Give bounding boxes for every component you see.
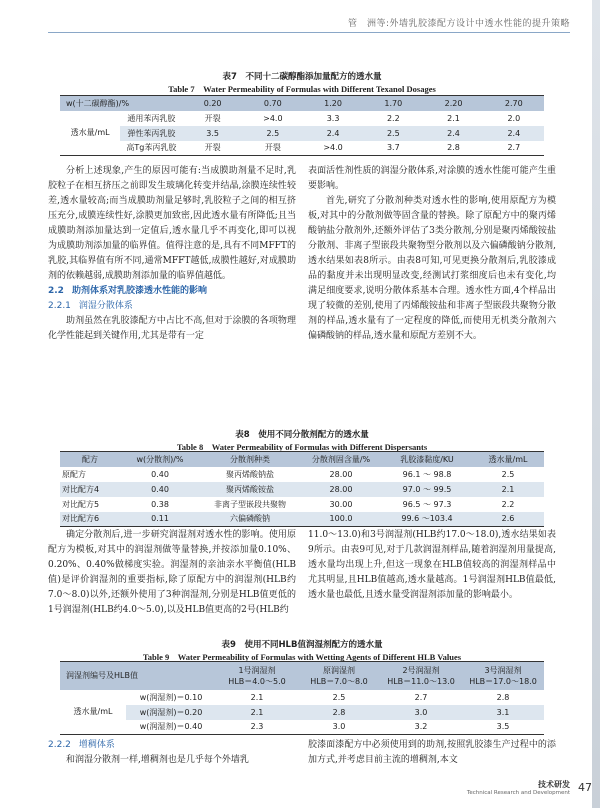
table8 [60, 451, 544, 527]
table-cell: 开裂 [204, 143, 221, 153]
table-cell: 原配方 [62, 469, 86, 479]
table-cell: 2.7 [507, 143, 521, 153]
subsection-heading-2-2-1 [48, 299, 296, 314]
table-cell: 3.3 [326, 113, 340, 123]
table7-row-label: 弹性苯丙乳胶 [120, 126, 182, 141]
paragraph: 确定分散剂后,进一步研究润湿剂对透水性的影响。使用原配方为模板,对其中的润湿剂做等量替换,并按添加量0.10%、0.20%、0.40%做梯度实验。润湿剂的亲油亲水平衡值(HLB值)是评价润湿剂的重要指标,除了原配方中的润湿剂(HLB约7.0～8.0)以外,还额外使用了3种润湿剂,分别是HLB值更低的1号润湿剂(HLB约4.0～5.0),以及HLB值更高的2号(HLB约 [48, 530, 296, 615]
table7-row-label: 高Tg苯丙乳胶 [126, 143, 177, 153]
table-cell: 对比配方6 [62, 514, 100, 524]
right-column-3 [308, 738, 556, 772]
table-cell: 3.0 [332, 722, 346, 732]
table-cell: 3.5 [182, 126, 242, 141]
table9-corner-label: 润湿剂编号及HLB值 [66, 671, 138, 681]
page-number: 47 [578, 781, 592, 794]
table9-row-label: w(润湿剂)＝0.10 [139, 692, 203, 702]
table-row [60, 111, 544, 126]
table9-row-label: w(润湿剂)＝0.40 [139, 722, 203, 732]
page-edge-band [592, 0, 600, 808]
table7-row-label: 通用苯丙乳胶 [127, 113, 176, 123]
table-cell: 2.5 [363, 126, 423, 141]
table-cell: 28.00 [329, 469, 353, 479]
table-cell: 2.6 [501, 514, 515, 524]
table7-header-cell: 1.20 [324, 98, 342, 108]
table-cell: 2.4 [303, 126, 363, 141]
table-cell: 0.38 [151, 499, 169, 509]
table-cell: 3.1 [462, 705, 544, 720]
table7-header-label: w(十二碳醇酯)/% [66, 98, 130, 108]
table-row [60, 497, 544, 512]
table-cell: >4.0 [323, 143, 343, 153]
table7-header-row [60, 96, 544, 111]
table-cell: >4.0 [263, 113, 283, 123]
table8-header-cell: 分散剂种类 [230, 454, 270, 464]
table9-row-label: w(润湿剂)＝0.20 [126, 705, 216, 720]
table-row [60, 126, 544, 141]
footer-section-en: Technical Research and Development [466, 790, 570, 796]
right-column-1 [308, 164, 556, 422]
table-cell: 30.00 [329, 499, 353, 509]
table-cell: 3.5 [496, 722, 510, 732]
table7-header-cell: 1.70 [384, 98, 403, 108]
table-cell: 3.2 [414, 722, 428, 732]
table9 [60, 661, 544, 735]
table7-header-cell: 0.70 [263, 98, 282, 108]
table-cell: 非离子型嵌段共聚物 [214, 499, 286, 509]
table-row [60, 467, 544, 482]
table-cell: 对比配方5 [62, 499, 100, 509]
table-cell: 2.4 [484, 126, 544, 141]
table8-caption-zh: 表8 使用不同分散剂配方的透水量 [235, 430, 369, 440]
table-row [60, 141, 544, 156]
table7-header-cell: 2.70 [504, 98, 523, 108]
page-footer [466, 779, 592, 796]
subsection-title: 增稠体系 [78, 740, 115, 750]
table-row [60, 705, 544, 720]
subsection-title: 润湿分散体系 [78, 301, 133, 311]
table-cell: 99.6 ～103.4 [401, 514, 453, 524]
section-title: 助剂体系对乳胶漆透水性能的影响 [71, 286, 207, 296]
table7-header-cell: 0.20 [203, 98, 222, 108]
table-cell: 28.00 [329, 484, 353, 494]
footer-section-zh: 技术研发 [538, 780, 570, 789]
table7 [60, 95, 544, 156]
table-cell: 96.5 ～ 97.3 [402, 499, 452, 509]
table-cell: 0.40 [151, 484, 169, 494]
table-cell: 2.3 [250, 722, 264, 732]
table7-header-cell: 2.20 [444, 98, 463, 108]
table-cell: 2.1 [250, 692, 264, 702]
table-cell: 对比配方4 [62, 484, 100, 494]
table8-caption [48, 428, 556, 453]
table7-caption-zh: 表7 不同十二碳醇酯添加量配方的透水量 [222, 72, 382, 82]
table-cell: 开裂 [264, 143, 281, 153]
left-column-2 [48, 528, 296, 636]
left-column-1 [48, 164, 296, 422]
paragraph: 胶漆面漆配方中必须使用到的助剂,按照乳胶漆生产过程中的添加方式,并考虑目前主流的增稠剂,本文 [308, 740, 556, 765]
paragraph: 首先,研究了分散剂种类对透水性的影响,使用原配方为模板,对其中的分散剂做等固含量的替换。除了原配方中的聚丙烯酸钠盐分散剂外,还额外评估了3类分散剂,分别是聚丙烯酸铵盐分散剂、非离子型嵌段共聚物型分散剂以及六偏磷酸钠分散剂,透水结果如表8所示。由表8可知,可见更换分散剂后,乳胶漆成品的黏度并未出现明显改变,经测试打浆细度后也未有变化,均满足细度要求,说明分散体系基本合理。透水性方面,4个样品出现了较微的差别,使用了丙烯酸铵盐和非离子型嵌段共聚物分散剂的样品,透水量有了一定程度的降低,而使用无机类分散剂六偏磷酸钠的样品,透水量和原配方差别不大。 [308, 196, 556, 341]
hlb-range: HLB＝7.0～8.0 [310, 676, 368, 686]
table7-caption [48, 70, 556, 95]
table-cell: 2.8 [447, 143, 460, 153]
left-column-3 [48, 738, 296, 772]
table7-caption-en: Table 7 Water Permeability of Formulas with Different Texanol Dosages [168, 84, 436, 94]
table-cell: 2.8 [298, 705, 380, 720]
table-cell: 2.5 [501, 469, 515, 479]
wetting-agent-name: 2号润湿剂 [402, 665, 440, 675]
table9-header-row [60, 662, 544, 690]
table-cell: 0.40 [151, 469, 169, 479]
subsection-heading-2-2-2 [48, 738, 296, 753]
table-row [60, 512, 544, 527]
hlb-range: HLB＝17.0～18.0 [469, 676, 537, 686]
table-cell: 100.0 [329, 514, 353, 524]
table-row [60, 720, 544, 735]
hlb-range: HLB＝11.0～13.0 [387, 676, 455, 686]
table-cell: 开裂 [204, 113, 221, 123]
table7-row-group-label: 透水量/mL [70, 128, 110, 138]
header-rule [48, 32, 570, 33]
table-cell: 2.4 [423, 126, 483, 141]
table-cell: 96.1 ～ 98.8 [402, 469, 452, 479]
table9-caption [48, 638, 556, 663]
section-number: 2.2 [48, 286, 64, 296]
wetting-agent-name: 原润湿剂 [323, 665, 355, 675]
paragraph: 和润湿分散剂一样,增稠剂也是几乎每个外墙乳 [66, 755, 249, 765]
table9-col-head [216, 662, 298, 690]
subsection-number: 2.2.1 [48, 301, 71, 311]
table8-header-cell: 乳胶漆黏度/KU [400, 454, 454, 464]
paragraph: 表面活性剂性质的润湿分散体系,对涂膜的透水性能可能产生重要影响。 [308, 166, 556, 191]
table9-caption-zh: 表9 使用不同HLB值润湿剂配方的透水量 [221, 640, 383, 650]
subsection-number: 2.2.2 [48, 740, 71, 750]
table9-col-head [298, 662, 380, 690]
table-cell: 2.1 [447, 113, 460, 123]
wetting-agent-name: 3号润湿剂 [484, 665, 522, 675]
table-row [60, 690, 544, 705]
table-cell: 2.8 [496, 692, 510, 702]
paragraph: 助剂虽然在乳胶漆配方中占比不高,但对于涂膜的各项物理化学性能起到关键作用,尤其是带有一定 [48, 316, 296, 341]
table9-caption-en: Table 9 Water Permeability of Formulas with Wetting Agents of Different HLB Values [142, 652, 462, 662]
table8-header-cell: 配方 [82, 454, 98, 464]
running-head: 管 洲等:外墙乳胶漆配方设计中透水性能的提升策略 [347, 19, 570, 29]
table-cell: 3.7 [386, 143, 400, 153]
table-cell: 2.7 [414, 692, 428, 702]
table-cell: 3.0 [380, 705, 462, 720]
right-column-2 [308, 528, 556, 636]
table8-header-cell: 透水量/mL [488, 454, 528, 464]
table-cell: 2.2 [386, 113, 400, 123]
table8-header-cell: 分散剂固含量/% [311, 454, 371, 464]
wetting-agent-name: 1号润湿剂 [238, 665, 276, 675]
table-cell: 2.2 [501, 499, 515, 509]
table-cell: 2.0 [507, 113, 521, 123]
table9-col-head [380, 662, 462, 690]
table-row [60, 482, 544, 497]
table-cell: 2.1 [216, 705, 298, 720]
paragraph: 11.0～13.0)和3号润湿剂(HLB约17.0～18.0),透水结果如表9所示。由表9可见,对于几款润湿剂样品,随着润湿剂用量提高,透水量均出现上升,但这一现象在HLB值较高的润湿剂样品中尤其明显,且HLB值越高,透水量越高。1号润湿剂HLB值最低,透水量也最低,且透水量受润湿剂添加量的影响最小。 [308, 530, 556, 600]
table-cell: 2.1 [501, 484, 515, 494]
table8-caption-en: Table 8 Water Permeability of Formulas with Different Dispersants [176, 442, 428, 452]
hlb-range: HLB＝4.0～5.0 [228, 676, 286, 686]
table-cell: 2.5 [332, 692, 346, 702]
table9-col-head [462, 662, 544, 690]
table-cell: 0.11 [151, 514, 169, 524]
table-cell: 聚丙烯酸钠盐 [226, 469, 274, 479]
table-cell: 六偏磷酸钠 [230, 514, 270, 524]
table9-row-group-label: 透水量/mL [73, 707, 113, 717]
table-cell: 2.5 [243, 126, 303, 141]
table8-header-cell: w(分散剂)/% [136, 454, 184, 464]
section-heading-2-2 [48, 284, 296, 299]
table-cell: 97.0 ～ 99.5 [402, 484, 452, 494]
table-cell: 聚丙烯酸铵盐 [226, 484, 274, 494]
table8-header-row [60, 452, 544, 467]
paragraph: 分析上述现象,产生的原因可能有:当成膜助剂量不足时,乳胶粒子在相互挤压之前即发生玻璃化转变并结晶,涂膜连续性较差,透水量较高;而当成膜助剂量足够时,乳胶粒子之间的相互挤压充分,成膜连续性好,涂膜更加致密,因此透水量有所降低;且当成膜助剂添加量达到一定值后,透水量几乎不再变化,即可以视为成膜助剂添加量的临界值。值得注意的是,具有不同MFFT的乳胶,其临界值有所不同,通常MFFT越低,成膜性越好,对成膜助剂的依赖越弱,成膜助剂添加量的临界值越低。 [48, 166, 296, 281]
